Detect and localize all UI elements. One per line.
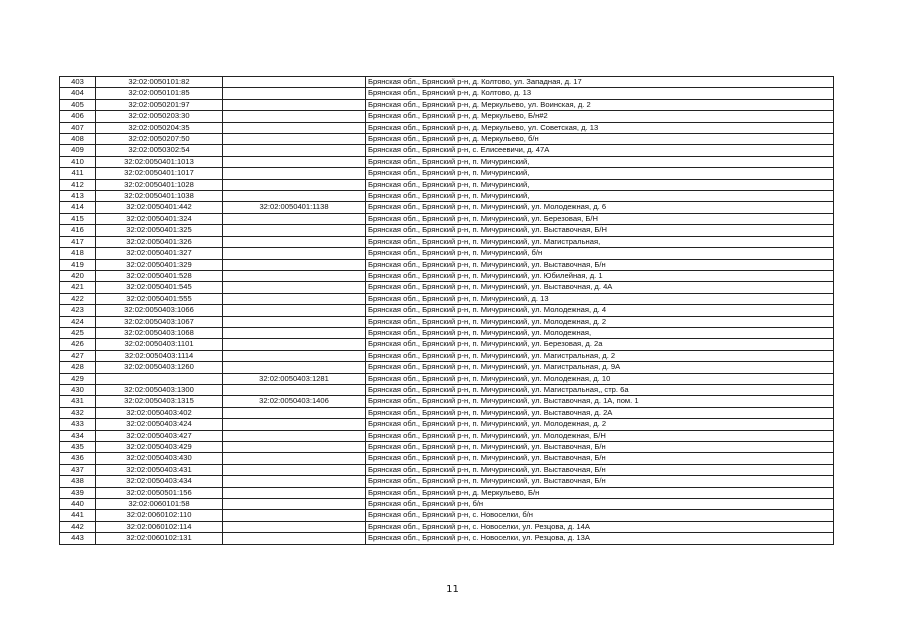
table-row — [60, 373, 834, 384]
address-cell: Брянская обл., Брянский р-н, п. Мичуринский, ул. Магистральная, д. 9А — [366, 362, 834, 373]
cadastral-number-cell: 32:02:0050403:1068 — [96, 327, 223, 338]
linked-cadastral-number-cell — [223, 430, 366, 441]
address-cell: Брянская обл., Брянский р-н, п. Мичуринский, ул. Выставочная, д. 4А — [366, 282, 834, 293]
row-number-cell: 438 — [60, 476, 96, 487]
address-cell: Брянская обл., Брянский р-н, п. Мичуринский, ул. Выставочная, Б/н — [366, 453, 834, 464]
address-cell: Брянская обл., Брянский р-н, п. Мичуринский, б/н — [366, 248, 834, 259]
cadastral-number-cell: 32:02:0060102:131 — [96, 533, 223, 544]
cadastral-number-cell: 32:02:0050403:1066 — [96, 305, 223, 316]
address-cell: Брянская обл., Брянский р-н, п. Мичуринский, ул. Березовая, Б/Н — [366, 213, 834, 224]
cadastral-number-cell: 32:02:0050403:429 — [96, 442, 223, 453]
linked-cadastral-number-cell — [223, 339, 366, 350]
linked-cadastral-number-cell — [223, 327, 366, 338]
cadastral-number-cell: 32:02:0050401:326 — [96, 236, 223, 247]
row-number-cell: 430 — [60, 384, 96, 395]
address-cell: Брянская обл., Брянский р-н, п. Мичуринский, ул. Магистральная, — [366, 236, 834, 247]
table-row — [60, 179, 834, 190]
row-number-cell: 411 — [60, 168, 96, 179]
row-number-cell: 437 — [60, 464, 96, 475]
row-number-cell: 436 — [60, 453, 96, 464]
table-row — [60, 510, 834, 521]
table-row — [60, 134, 834, 145]
table-row — [60, 191, 834, 202]
cadastral-number-cell: 32:02:0050403:431 — [96, 464, 223, 475]
address-cell: Брянская обл., Брянский р-н, д. Меркульево, б/н — [366, 134, 834, 145]
linked-cadastral-number-cell — [223, 225, 366, 236]
address-cell: Брянская обл., Брянский р-н, п. Мичуринский, ул. Выставочная, Б/н — [366, 259, 834, 270]
table-row — [60, 521, 834, 532]
table-row — [60, 305, 834, 316]
registry-table — [59, 76, 834, 545]
row-number-cell: 423 — [60, 305, 96, 316]
table-row — [60, 430, 834, 441]
linked-cadastral-number-cell — [223, 362, 366, 373]
table-row — [60, 350, 834, 361]
table-row — [60, 419, 834, 430]
cadastral-number-cell: 32:02:0050403:402 — [96, 407, 223, 418]
table-row — [60, 156, 834, 167]
table-row — [60, 248, 834, 259]
cadastral-number-cell: 32:02:0050401:324 — [96, 213, 223, 224]
linked-cadastral-number-cell — [223, 99, 366, 110]
row-number-cell: 428 — [60, 362, 96, 373]
address-cell: Брянская обл., Брянский р-н, п. Мичуринский, д. 13 — [366, 293, 834, 304]
row-number-cell: 409 — [60, 145, 96, 156]
linked-cadastral-number-cell: 32:02:0050401:1138 — [223, 202, 366, 213]
row-number-cell: 424 — [60, 316, 96, 327]
address-cell: Брянская обл., Брянский р-н, п. Мичуринский, ул. Березовая, д. 2а — [366, 339, 834, 350]
table-row — [60, 77, 834, 88]
address-cell: Брянская обл., Брянский р-н, п. Мичуринский, ул. Молодежная, Б/Н — [366, 430, 834, 441]
row-number-cell: 427 — [60, 350, 96, 361]
row-number-cell: 435 — [60, 442, 96, 453]
row-number-cell: 413 — [60, 191, 96, 202]
table-row — [60, 499, 834, 510]
cadastral-number-cell: 32:02:0050201:97 — [96, 99, 223, 110]
row-number-cell: 431 — [60, 396, 96, 407]
cadastral-number-cell: 32:02:0050401:442 — [96, 202, 223, 213]
address-cell: Брянская обл., Брянский р-н, с. Новоселки, б/н — [366, 510, 834, 521]
cadastral-number-cell: 32:02:0050403:1315 — [96, 396, 223, 407]
table-row — [60, 122, 834, 133]
linked-cadastral-number-cell — [223, 464, 366, 475]
row-number-cell: 405 — [60, 99, 96, 110]
linked-cadastral-number-cell — [223, 499, 366, 510]
table-row — [60, 362, 834, 373]
address-cell: Брянская обл., Брянский р-н, с. Новоселки, ул. Резцова, д. 13А — [366, 533, 834, 544]
linked-cadastral-number-cell — [223, 305, 366, 316]
row-number-cell: 412 — [60, 179, 96, 190]
row-number-cell: 441 — [60, 510, 96, 521]
linked-cadastral-number-cell — [223, 145, 366, 156]
address-cell: Брянская обл., Брянский р-н, д. Колтово, д. 13 — [366, 88, 834, 99]
row-number-cell: 404 — [60, 88, 96, 99]
cadastral-number-cell: 32:02:0050207:50 — [96, 134, 223, 145]
linked-cadastral-number-cell — [223, 156, 366, 167]
linked-cadastral-number-cell — [223, 350, 366, 361]
address-cell: Брянская обл., Брянский р-н, п. Мичуринский, — [366, 191, 834, 202]
cadastral-number-cell: 32:02:0050403:427 — [96, 430, 223, 441]
table-row — [60, 145, 834, 156]
table-row — [60, 282, 834, 293]
linked-cadastral-number-cell — [223, 88, 366, 99]
row-number-cell: 421 — [60, 282, 96, 293]
address-cell: Брянская обл., Брянский р-н, д. Меркульево, Б/н — [366, 487, 834, 498]
linked-cadastral-number-cell — [223, 533, 366, 544]
address-cell: Брянская обл., Брянский р-н, п. Мичуринский, ул. Магистральная,, стр. 6а — [366, 384, 834, 395]
address-cell: Брянская обл., Брянский р-н, п. Мичуринский, ул. Магистральная, д. 2 — [366, 350, 834, 361]
linked-cadastral-number-cell — [223, 179, 366, 190]
cadastral-number-cell: 32:02:0050401:1017 — [96, 168, 223, 179]
cadastral-number-cell: 32:02:0050401:528 — [96, 270, 223, 281]
table-row — [60, 225, 834, 236]
cadastral-number-cell: 32:02:0050203:30 — [96, 111, 223, 122]
address-cell: Брянская обл., Брянский р-н, п. Мичуринский, ул. Выставочная, Б/Н — [366, 225, 834, 236]
linked-cadastral-number-cell — [223, 213, 366, 224]
cadastral-number-cell: 32:02:0050403:430 — [96, 453, 223, 464]
address-cell: Брянская обл., Брянский р-н, п. Мичуринский, — [366, 179, 834, 190]
linked-cadastral-number-cell — [223, 259, 366, 270]
linked-cadastral-number-cell — [223, 270, 366, 281]
address-cell: Брянская обл., Брянский р-н, п. Мичуринский, ул. Молодежная, д. 2 — [366, 316, 834, 327]
cadastral-number-cell: 32:02:0060101:58 — [96, 499, 223, 510]
cadastral-number-cell: 32:02:0050403:1114 — [96, 350, 223, 361]
linked-cadastral-number-cell — [223, 248, 366, 259]
table-row — [60, 533, 834, 544]
cadastral-number-cell: 32:02:0050401:1028 — [96, 179, 223, 190]
table-row — [60, 476, 834, 487]
linked-cadastral-number-cell — [223, 236, 366, 247]
cadastral-number-cell: 32:02:0050302:54 — [96, 145, 223, 156]
table-row — [60, 236, 834, 247]
cadastral-number-cell: 32:02:0050403:1260 — [96, 362, 223, 373]
address-cell: Брянская обл., Брянский р-н, п. Мичуринский, ул. Юбилейная, д. 1 — [366, 270, 834, 281]
page-number: 11 — [446, 584, 459, 595]
row-number-cell: 408 — [60, 134, 96, 145]
row-number-cell: 434 — [60, 430, 96, 441]
cadastral-number-cell: 32:02:0050401:325 — [96, 225, 223, 236]
address-cell: Брянская обл., Брянский р-н, п. Мичуринский, ул. Выставочная, Б/н — [366, 476, 834, 487]
address-cell: Брянская обл., Брянский р-н, д. Меркульево, ул. Советская, д. 13 — [366, 122, 834, 133]
table-row — [60, 396, 834, 407]
row-number-cell: 416 — [60, 225, 96, 236]
table-row — [60, 88, 834, 99]
table-row — [60, 327, 834, 338]
address-cell: Брянская обл., Брянский р-н, п. Мичуринский, ул. Молодежная, д. 4 — [366, 305, 834, 316]
table-row — [60, 202, 834, 213]
linked-cadastral-number-cell — [223, 168, 366, 179]
linked-cadastral-number-cell — [223, 442, 366, 453]
linked-cadastral-number-cell — [223, 476, 366, 487]
linked-cadastral-number-cell — [223, 122, 366, 133]
address-cell: Брянская обл., Брянский р-н, п. Мичуринский, ул. Выставочная, д. 2А — [366, 407, 834, 418]
row-number-cell: 439 — [60, 487, 96, 498]
address-cell: Брянская обл., Брянский р-н, с. Елисеевичи, д. 47А — [366, 145, 834, 156]
address-cell: Брянская обл., Брянский р-н, п. Мичуринский, ул. Молодежная, д. 10 — [366, 373, 834, 384]
linked-cadastral-number-cell — [223, 134, 366, 145]
cadastral-number-cell — [96, 373, 223, 384]
row-number-cell: 440 — [60, 499, 96, 510]
address-cell: Брянская обл., Брянский р-н, д. Меркульево, Б/н#2 — [366, 111, 834, 122]
cadastral-number-cell: 32:02:0050403:434 — [96, 476, 223, 487]
table-row — [60, 259, 834, 270]
table-row — [60, 316, 834, 327]
address-cell: Брянская обл., Брянский р-н, с. Новоселки, ул. Резцова, д. 14А — [366, 521, 834, 532]
cadastral-number-cell: 32:02:0050101:85 — [96, 88, 223, 99]
table-row — [60, 293, 834, 304]
linked-cadastral-number-cell — [223, 111, 366, 122]
linked-cadastral-number-cell — [223, 282, 366, 293]
row-number-cell: 403 — [60, 77, 96, 88]
address-cell: Брянская обл., Брянский р-н, п. Мичуринский, — [366, 168, 834, 179]
table-row — [60, 464, 834, 475]
address-cell: Брянская обл., Брянский р-н, п. Мичуринский, ул. Молодежная, — [366, 327, 834, 338]
row-number-cell: 420 — [60, 270, 96, 281]
table-row — [60, 213, 834, 224]
linked-cadastral-number-cell — [223, 521, 366, 532]
cadastral-number-cell: 32:02:0050401:555 — [96, 293, 223, 304]
linked-cadastral-number-cell — [223, 384, 366, 395]
cadastral-number-cell: 32:02:0050204:35 — [96, 122, 223, 133]
linked-cadastral-number-cell — [223, 487, 366, 498]
table-row — [60, 339, 834, 350]
table-row — [60, 442, 834, 453]
linked-cadastral-number-cell — [223, 419, 366, 430]
row-number-cell: 407 — [60, 122, 96, 133]
cadastral-number-cell: 32:02:0050401:1038 — [96, 191, 223, 202]
row-number-cell: 443 — [60, 533, 96, 544]
table-row — [60, 407, 834, 418]
cadastral-number-cell: 32:02:0050403:1300 — [96, 384, 223, 395]
registry-table-body — [60, 77, 834, 545]
row-number-cell: 426 — [60, 339, 96, 350]
address-cell: Брянская обл., Брянский р-н, п. Мичуринский, ул. Молодежная, д. 2 — [366, 419, 834, 430]
cadastral-number-cell: 32:02:0050403:1067 — [96, 316, 223, 327]
address-cell: Брянская обл., Брянский р-н, п. Мичуринский, ул. Выставочная, д. 1А, пом. 1 — [366, 396, 834, 407]
address-cell: Брянская обл., Брянский р-н, п. Мичуринский, ул. Выставочная, Б/н — [366, 442, 834, 453]
table-row — [60, 168, 834, 179]
table-row — [60, 111, 834, 122]
address-cell: Брянская обл., Брянский р-н, п. Мичуринский, ул. Выставочная, Б/н — [366, 464, 834, 475]
table-row — [60, 487, 834, 498]
cadastral-number-cell: 32:02:0050401:327 — [96, 248, 223, 259]
table-row — [60, 99, 834, 110]
linked-cadastral-number-cell — [223, 316, 366, 327]
linked-cadastral-number-cell — [223, 293, 366, 304]
linked-cadastral-number-cell — [223, 77, 366, 88]
address-cell: Брянская обл., Брянский р-н, п. Мичуринский, — [366, 156, 834, 167]
cadastral-number-cell: 32:02:0050403:1101 — [96, 339, 223, 350]
row-number-cell: 419 — [60, 259, 96, 270]
cadastral-number-cell: 32:02:0050101:82 — [96, 77, 223, 88]
linked-cadastral-number-cell — [223, 453, 366, 464]
linked-cadastral-number-cell — [223, 191, 366, 202]
row-number-cell: 415 — [60, 213, 96, 224]
table-row — [60, 453, 834, 464]
row-number-cell: 425 — [60, 327, 96, 338]
row-number-cell: 410 — [60, 156, 96, 167]
linked-cadastral-number-cell: 32:02:0050403:1281 — [223, 373, 366, 384]
address-cell: Брянская обл., Брянский р-н, д. Меркульево, ул. Воинская, д. 2 — [366, 99, 834, 110]
linked-cadastral-number-cell — [223, 510, 366, 521]
cadastral-number-cell: 32:02:0060102:110 — [96, 510, 223, 521]
row-number-cell: 414 — [60, 202, 96, 213]
cadastral-number-cell: 32:02:0050401:329 — [96, 259, 223, 270]
row-number-cell: 418 — [60, 248, 96, 259]
cadastral-number-cell: 32:02:0050401:1013 — [96, 156, 223, 167]
cadastral-number-cell: 32:02:0060102:114 — [96, 521, 223, 532]
row-number-cell: 432 — [60, 407, 96, 418]
cadastral-number-cell: 32:02:0050501:156 — [96, 487, 223, 498]
row-number-cell: 422 — [60, 293, 96, 304]
row-number-cell: 417 — [60, 236, 96, 247]
row-number-cell: 429 — [60, 373, 96, 384]
table-row — [60, 384, 834, 395]
cadastral-number-cell: 32:02:0050401:545 — [96, 282, 223, 293]
row-number-cell: 442 — [60, 521, 96, 532]
address-cell: Брянская обл., Брянский р-н, д. Колтово, ул. Западная, д. 17 — [366, 77, 834, 88]
linked-cadastral-number-cell — [223, 407, 366, 418]
row-number-cell: 433 — [60, 419, 96, 430]
address-cell: Брянская обл., Брянский р-н, п. Мичуринский, ул. Молодежная, д. 6 — [366, 202, 834, 213]
linked-cadastral-number-cell: 32:02:0050403:1406 — [223, 396, 366, 407]
address-cell: Брянская обл., Брянский р-н, б/н — [366, 499, 834, 510]
table-row — [60, 270, 834, 281]
cadastral-number-cell: 32:02:0050403:424 — [96, 419, 223, 430]
row-number-cell: 406 — [60, 111, 96, 122]
